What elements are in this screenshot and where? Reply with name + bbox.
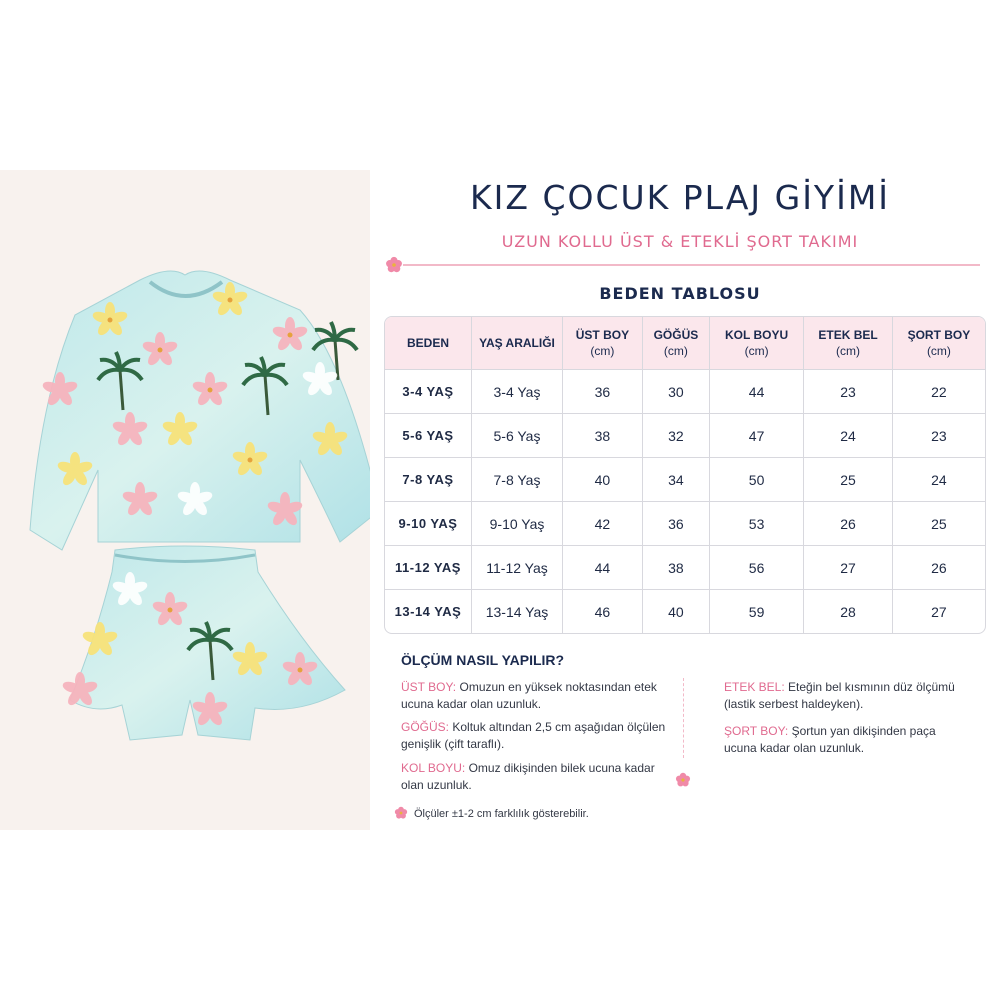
table-cell: 38 xyxy=(563,414,643,458)
table-cell: 53 xyxy=(710,502,804,546)
measure-item xyxy=(401,679,671,713)
measure-label: ETEK BEL: xyxy=(724,680,785,694)
column-header: ŞORT BOY (cm) xyxy=(893,317,985,370)
table-row xyxy=(385,546,985,590)
table-cell: 27 xyxy=(931,603,947,620)
column-header: BEDEN xyxy=(385,317,472,370)
table-header-row xyxy=(385,317,985,370)
measure-label: ÜST BOY: xyxy=(401,680,457,694)
table-cell: 7-8 YAŞ xyxy=(385,458,472,502)
table-cell: 3-4 YAŞ xyxy=(385,370,472,414)
table-cell: 40 xyxy=(563,458,643,502)
measure-item xyxy=(724,679,964,713)
measure-item xyxy=(401,719,671,753)
table-cell: 13-14 Yaş xyxy=(472,590,563,633)
table-cell: 11-12 Yaş xyxy=(472,546,563,590)
table-cell: 26 xyxy=(804,502,893,546)
table-row xyxy=(385,458,985,502)
table-cell: 11-12 YAŞ xyxy=(385,546,472,590)
table-cell: 24 xyxy=(893,458,985,502)
table-title: BEDEN TABLOSU xyxy=(599,284,761,303)
measure-text: Eteğin bel kısmının düz ölçümü (lastik serbest haldeyken). xyxy=(724,680,955,711)
flower-icon xyxy=(394,806,408,820)
table-cell: 40 xyxy=(643,590,710,633)
table-cell: 5-6 Yaş xyxy=(472,414,563,458)
measure-text: Koltuk altından 2,5 cm aşağıdan ölçülen genişlik (çift taraflı). xyxy=(401,720,666,751)
table-cell: 23 xyxy=(804,370,893,414)
column-header: KOL BOYU (cm) xyxy=(710,317,804,370)
table-row xyxy=(385,370,985,414)
measure-item xyxy=(724,723,964,757)
table-row xyxy=(385,502,985,546)
size-table xyxy=(384,316,986,634)
table-cell: 38 xyxy=(643,546,710,590)
measure-title: ÖLÇÜM NASIL YAPILIR? xyxy=(401,652,565,668)
measure-label: ŞORT BOY: xyxy=(724,724,789,738)
table-cell: 50 xyxy=(710,458,804,502)
measure-text: Şortun yan dikişinden paça ucuna kadar olan uzunluk. xyxy=(724,724,936,755)
table-cell: 23 xyxy=(893,414,985,458)
table-cell: 3-4 Yaş xyxy=(472,370,563,414)
measure-label: KOL BOYU: xyxy=(401,761,466,775)
table-row xyxy=(385,414,985,458)
column-header: GÖĞÜS (cm) xyxy=(643,317,710,370)
column-header: ETEK BEL (cm) xyxy=(804,317,893,370)
table-cell: 9-10 YAŞ xyxy=(385,502,472,546)
table-cell: 5-6 YAŞ xyxy=(385,414,472,458)
product-photo xyxy=(0,170,370,830)
table-cell: 56 xyxy=(710,546,804,590)
table-cell: 44 xyxy=(710,370,804,414)
table-cell: 44 xyxy=(563,546,643,590)
flower-icon xyxy=(675,772,691,788)
table-cell: 46 xyxy=(563,590,643,633)
measure-label: GÖĞÜS: xyxy=(401,720,450,734)
measure-text: Omuz dikişinden bilek ucuna kadar olan uzunluk. xyxy=(401,761,655,792)
table-cell: 47 xyxy=(710,414,804,458)
measure-item xyxy=(401,760,671,794)
flower-icon xyxy=(385,256,403,274)
section-divider xyxy=(683,678,684,758)
table-cell: 28 xyxy=(804,590,893,633)
table-cell: 30 xyxy=(643,370,710,414)
column-header: ÜST BOY (cm) xyxy=(563,317,643,370)
table-cell: 32 xyxy=(643,414,710,458)
measure-text: Omuzun en yüksek noktasından etek ucuna kadar olan uzunluk. xyxy=(401,680,657,711)
page-subtitle: UZUN KOLLU ÜST & ETEKLİ ŞORT TAKIMI xyxy=(501,232,859,251)
table-cell: 25 xyxy=(804,458,893,502)
table-cell: 26 xyxy=(893,546,985,590)
table-cell: 42 xyxy=(563,502,643,546)
measurement-note: Ölçüler ±1-2 cm farklılık gösterebilir. xyxy=(414,808,589,820)
table-cell: 27 xyxy=(804,546,893,590)
table-cell: 36 xyxy=(563,370,643,414)
table-cell: 22 xyxy=(893,370,985,414)
table-cell: 36 xyxy=(643,502,710,546)
title-divider xyxy=(403,264,980,266)
page-title: KIZ ÇOCUK PLAJ GİYİMİ xyxy=(469,178,891,217)
table-row xyxy=(385,590,985,633)
table-cell: 34 xyxy=(643,458,710,502)
table-cell: 7-8 Yaş xyxy=(472,458,563,502)
table-cell: 25 xyxy=(893,502,985,546)
column-header: YAŞ ARALIĞI xyxy=(472,317,563,370)
table-cell: 24 xyxy=(804,414,893,458)
table-cell: 13-14 YAŞ xyxy=(385,590,472,633)
table-cell: 59 xyxy=(710,590,804,633)
table-cell: 9-10 Yaş xyxy=(472,502,563,546)
